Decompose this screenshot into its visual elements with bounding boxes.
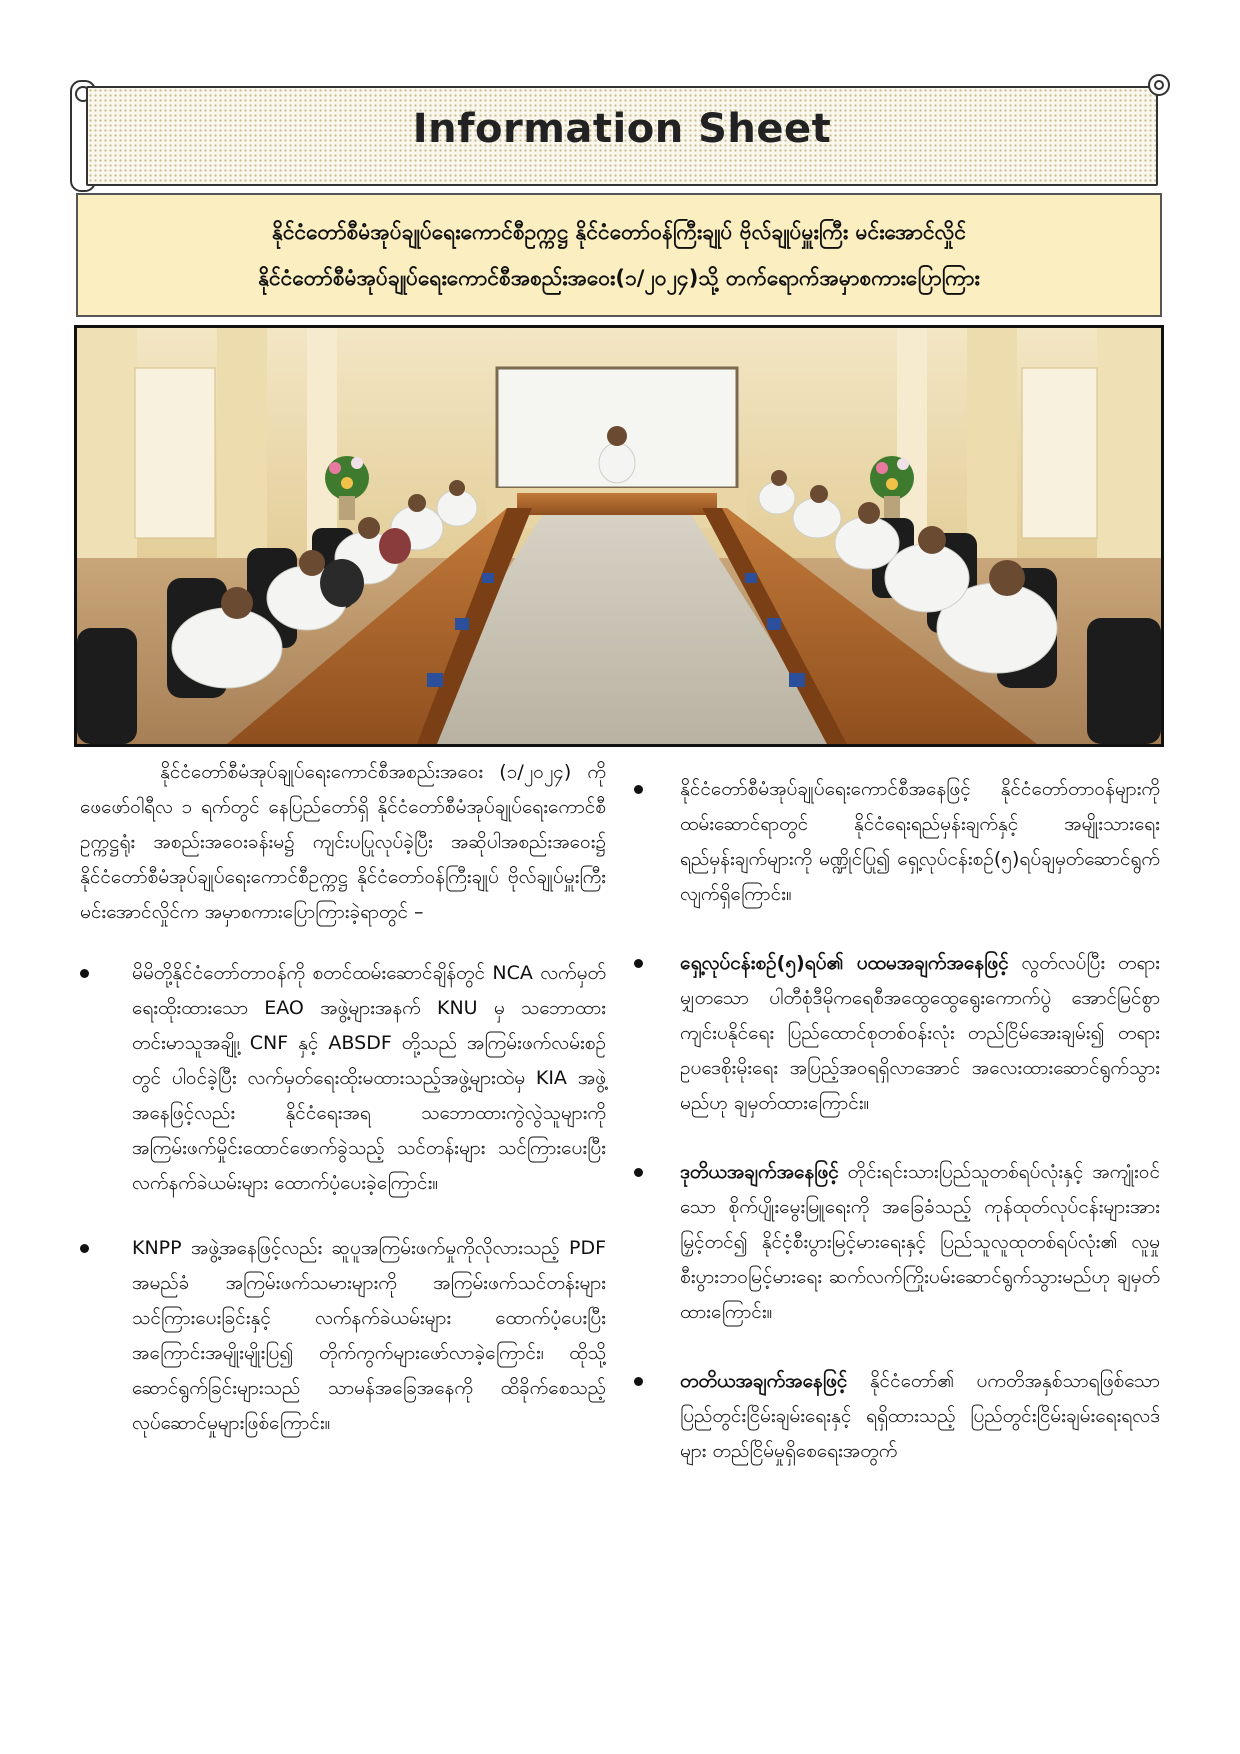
meeting-photo	[74, 325, 1164, 747]
intro-paragraph: နိုင်ငံတော်စီမံအုပ်ချုပ်ရေးကောင်စီအစည်းအဝေး (၁/၂၀၂၄) ကို ဖေဖော်ဝါရီလ ၁ ရက်တွင် နေပြည်တော်ရှိ နိုင်ငံတော်စီမံအုပ်ချုပ်ရေးကောင်စီဥက္ကဋ္ဌရုံး အစည်းအဝေးခန်းမ၌ ကျင်းပပြုလုပ်ခဲ့ပြီး အဆိုပါအစည်းအဝေး၌ နိုင်ငံတော်စီမံအုပ်ချုပ်ရေးကောင်စီဥက္ကဋ္ဌ နိုင်ငံတော်ဝန်ကြီးချုပ် ဗိုလ်ချုပ်မှူးကြီး မင်းအောင်လှိုင်က အမှာစကားပြောကြားခဲ့ရာတွင် –	[80, 761, 606, 923]
bullet-text: တိုင်းရင်းသားပြည်သူတစ်ရပ်လုံးနှင့် အကျုံးဝင်သော စိုက်ပျိုးမွေးမြူရေးကို အခြေခံသည့် ကုန်ထုတ်လုပ်ငန်းများအား မြှင့်တင်၍ နိုင်ငံ့စီးပွားမြင့်မားရေးနှင့် ပြည်သူလူထုတစ်ရပ်လုံး၏ လူမှုစီးပွားဘဝမြင့်မားရေး ဆက်လက်ကြိုးပမ်းဆောင်ရွက်သွားမည်ဟု ချမှတ်ထားကြောင်း။	[680, 1161, 1160, 1323]
bullet-text: မိမိတို့နိုင်ငံတော်တာဝန်ကို စတင်ထမ်းဆောင်ချိန်တွင် NCA လက်မှတ်ရေးထိုးထားသော EAO အဖွဲ့များအနက် KNU မှ သဘောထားတင်းမာသူအချို့၊ CNF နှင့် ABSDF တို့သည် အကြမ်းဖက်လမ်းစဉ်တွင် ပါဝင်ခဲ့ပြီး လက်မှတ်ရေးထိုးမထားသည့်အဖွဲ့များထဲမှ KIA အဖွဲ့အနေဖြင့်လည်း နိုင်ငံရေးအရ သဘောထားကွဲလွဲသူများကို အကြမ်းဖက်မှိုင်းထောင်ဖောက်ခွဲသည့် သင်တန်းများ သင်ကြားပေးပြီး လက်နက်ခဲယမ်းများ ထောက်ပံ့ပေးခဲ့ကြောင်း။	[132, 962, 606, 1194]
banner-body	[86, 86, 1158, 186]
page-title: Information Sheet	[412, 106, 832, 152]
bullet-emphasis: တတိယအချက်အနေဖြင့်	[680, 1370, 848, 1392]
bullet-icon	[634, 1168, 643, 1177]
list-item	[630, 946, 1160, 1121]
right-column	[630, 772, 1160, 1503]
bullet-text: KNPP အဖွဲ့အနေဖြင့်လည်း ဆူပူအကြမ်းဖက်မှုကိုလိုလားသည့် PDF အမည်ခံ အကြမ်းဖက်သမားများကို အကြမ်းဖက်သင်တန်းများသင်ကြားပေးခြင်းနှင့် လက်နက်ခဲယမ်းများ ထောက်ပံ့ပေးပြီး အကြောင်းအမျိုးမျိုးပြ၍ တိုက်ကွက်များဖော်လာခဲ့ကြောင်း၊ ထိုသို့ဆောင်ရွက်ခြင်းများသည် သာမန်အခြေအနေကို ထိခိုက်စေသည့် လုပ်ဆောင်မှုများဖြစ်ကြောင်း။	[132, 1237, 606, 1434]
headline-line-2: နိုင်ငံတော်စီမံအုပ်ချုပ်ရေးကောင်စီအစည်းအဝေး(၁/၂၀၂၄)သို့ တက်ရောက်အမှာစကားပြောကြား	[258, 266, 980, 290]
left-column	[80, 755, 606, 1471]
bullet-text: နိုင်ငံတော်စီမံအုပ်ချုပ်ရေးကောင်စီအနေဖြင့် နိုင်ငံတော်တာဝန်များကို ထမ်းဆောင်ရာတွင် နိုင်ငံရေးရည်မှန်းချက်နှင့် အမျိုးသားရေးရည်မှန်းချက်များကို မဏ္ဍိုင်ပြု၍ ရှေ့လုပ်ငန်းစဉ်(၅)ရပ်ချမှတ်ဆောင်ရွက်လျက်ရှိကြောင်း။	[680, 778, 1160, 905]
bullet-text: လွတ်လပ်ပြီး တရားမျှတသော ပါတီစုံဒီမိုကရေစီအထွေထွေရွေးကောက်ပွဲ အောင်မြင်စွာ ကျင်းပနိုင်ရေး ပြည်ထောင်စုတစ်ဝန်းလုံး တည်ငြိမ်အေးချမ်း၍ တရားဥပဒေစိုးမိုးရေး အပြည့်အဝရရှိလာအောင် အလေးထားဆောင်ရွက်သွားမည်ဟု ချမှတ်ထားကြောင်း။	[680, 952, 1160, 1114]
bullet-icon	[634, 1377, 643, 1386]
list-item	[630, 772, 1160, 912]
list-item	[630, 1364, 1160, 1469]
list-item	[630, 1155, 1160, 1330]
bullet-emphasis: ရှေ့လုပ်ငန်းစဉ်(၅)ရပ်၏ ပထမအချက်အနေဖြင့်	[680, 952, 1009, 974]
list-item	[80, 956, 606, 1201]
bullet-icon	[634, 959, 643, 968]
title-banner	[70, 80, 1170, 190]
bullet-icon	[80, 1244, 89, 1253]
bullet-text: နိုင်ငံတော်၏ ပကတိအနှစ်သာရဖြစ်သော ပြည်တွင်းငြိမ်းချမ်းရေးနှင့် ရရှိထားသည့် ပြည်တွင်းငြိမ်းချမ်းရေးရလဒ်များ တည်ငြိမ်မှုရှိစေရေးအတွက်	[680, 1370, 1160, 1462]
headline-line-1: နိုင်ငံတော်စီမံအုပ်ချုပ်ရေးကောင်စီဥက္ကဋ္ဌ နိုင်ငံတော်ဝန်ကြီးချုပ် ဗိုလ်ချုပ်မှူးကြီး မင်းအောင်လှိုင်	[271, 220, 966, 244]
bullet-icon	[634, 785, 643, 794]
list-item	[80, 1231, 606, 1441]
bullet-emphasis: ဒုတိယအချက်အနေဖြင့်	[680, 1161, 839, 1183]
bullet-icon	[80, 969, 89, 978]
scroll-curl-right-icon	[1148, 74, 1170, 96]
headline-box	[76, 193, 1162, 317]
